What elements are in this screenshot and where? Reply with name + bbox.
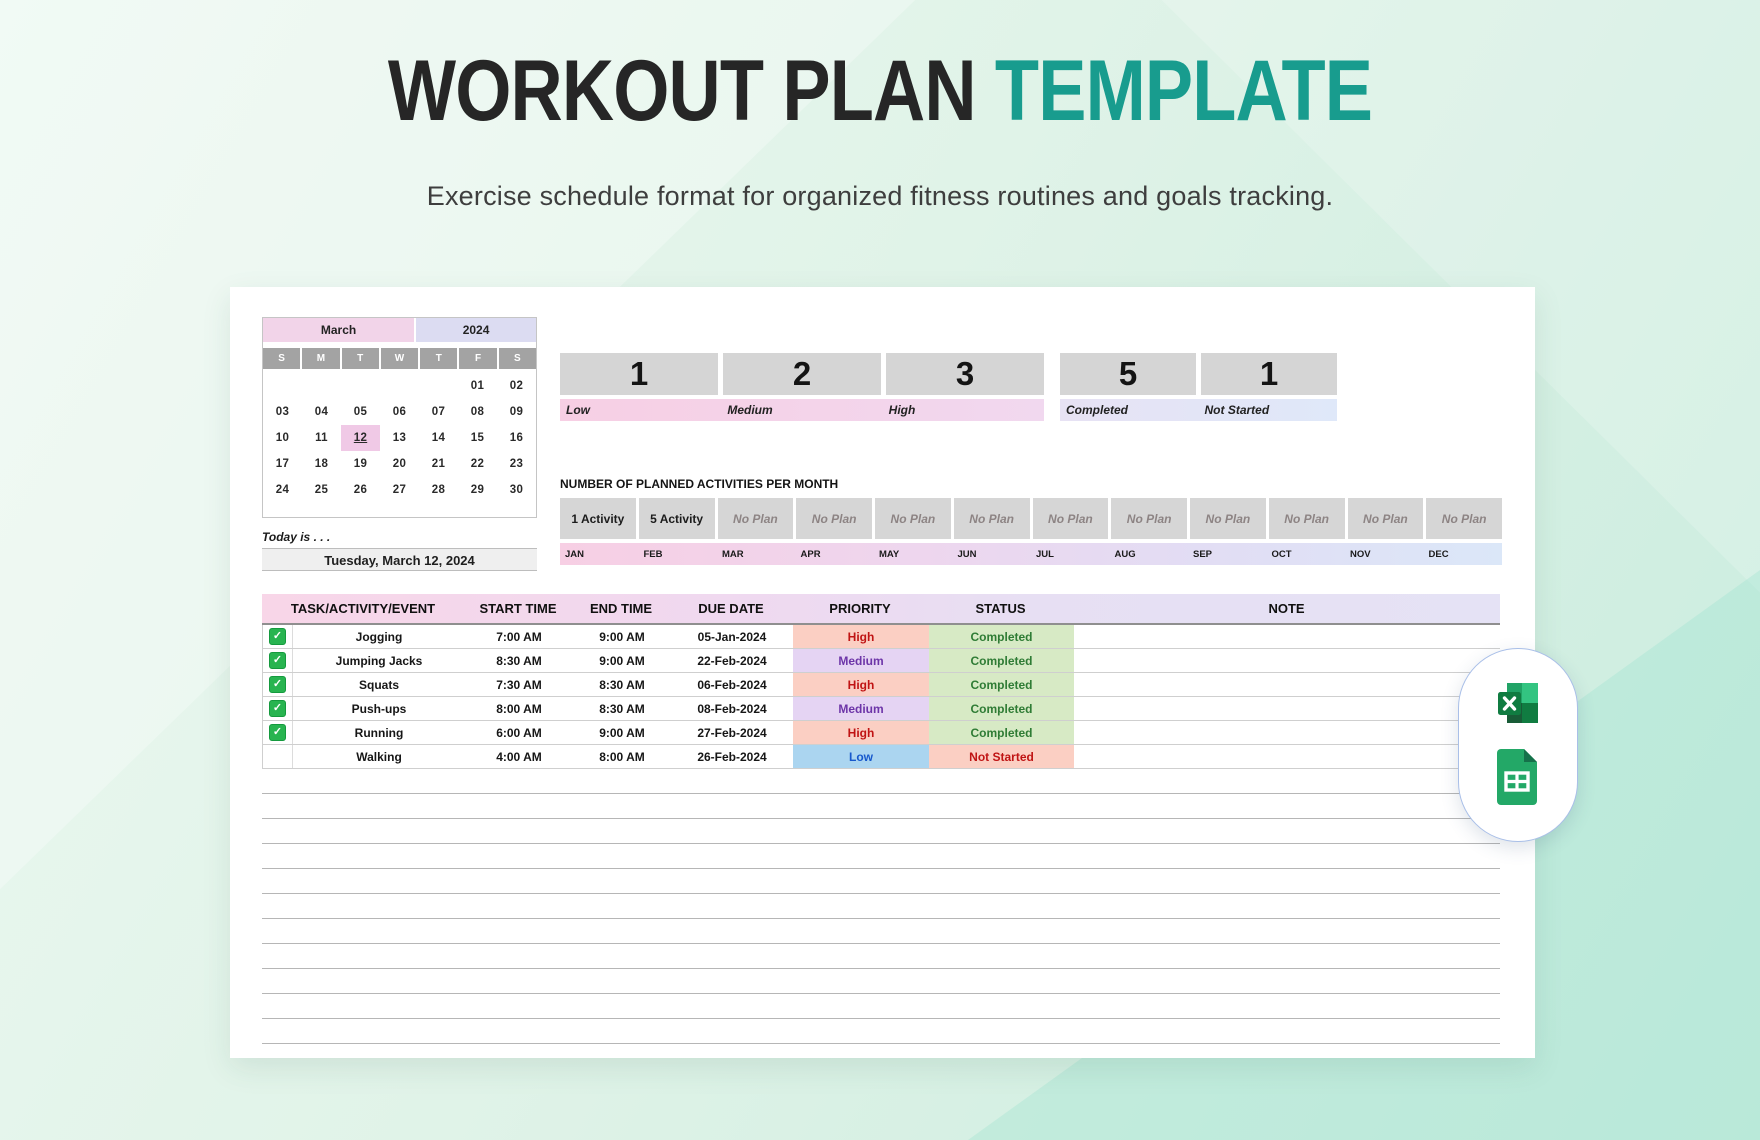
monthly-activity-cell[interactable]: No Plan xyxy=(1348,498,1424,539)
page-title-dark: WORKOUT PLAN xyxy=(387,43,976,139)
monthly-activity-cell[interactable]: 5 Activity xyxy=(639,498,715,539)
status-summary xyxy=(1060,353,1337,421)
task-checkbox[interactable]: ✓ xyxy=(269,700,286,717)
month-label: APR xyxy=(800,548,821,560)
due-date-cell[interactable]: 22-Feb-2024 xyxy=(697,653,767,668)
monthly-activities-heading: NUMBER OF PLANNED ACTIVITIES PER MONTH xyxy=(560,477,839,491)
today-label: Today is . . . xyxy=(262,530,331,544)
page-title-accent: TEMPLATE xyxy=(994,43,1373,139)
month-label: SEP xyxy=(1193,548,1213,560)
end-time-cell[interactable]: 8:00 AM xyxy=(599,749,645,764)
month-label: JUN xyxy=(957,548,977,560)
monthly-activity-cell[interactable]: No Plan xyxy=(1190,498,1266,539)
monthly-activity-cell[interactable]: No Plan xyxy=(1426,498,1502,539)
calendar-day-empty xyxy=(419,373,458,399)
status-count-value: 5 xyxy=(1060,353,1196,395)
calendar-day-header: F xyxy=(459,348,496,369)
task-checkbox[interactable]: ✓ xyxy=(269,652,286,669)
end-time-cell[interactable]: 8:30 AM xyxy=(599,677,645,692)
monthly-activity-cells xyxy=(560,498,1502,539)
priority-count-value: 2 xyxy=(723,353,881,395)
calendar-day[interactable]: 08 xyxy=(470,406,485,418)
file-format-badge xyxy=(1458,648,1578,842)
priority-count-label: Low xyxy=(566,403,590,417)
calendar-day-header: M xyxy=(302,348,339,369)
priority-count-value: 1 xyxy=(560,353,718,395)
calendar-day-header: S xyxy=(499,348,536,369)
month-label: AUG xyxy=(1114,548,1136,560)
calendar-day[interactable]: 07 xyxy=(431,406,446,418)
status-cell[interactable]: Completed xyxy=(929,649,1074,672)
task-checkbox[interactable]: ✓ xyxy=(269,724,286,741)
monthly-activity-cell[interactable]: 1 Activity xyxy=(560,498,636,539)
start-time-cell[interactable]: 8:30 AM xyxy=(496,653,542,668)
task-name-cell[interactable]: Squats xyxy=(358,677,399,692)
table-empty-rows xyxy=(262,769,1500,1044)
monthly-activity-cell[interactable]: No Plan xyxy=(718,498,794,539)
table-body xyxy=(262,625,1500,769)
calendar-day[interactable]: 21 xyxy=(431,458,446,470)
calendar-day-header-row xyxy=(263,348,536,369)
due-date-cell[interactable]: 26-Feb-2024 xyxy=(697,749,767,764)
priority-count-label: High xyxy=(888,403,916,417)
calendar-day-empty xyxy=(380,373,419,399)
empty-table-row[interactable] xyxy=(262,844,1500,869)
calendar-grid xyxy=(263,369,536,517)
calendar-day[interactable]: 06 xyxy=(392,406,407,418)
start-time-cell[interactable]: 4:00 AM xyxy=(496,749,542,764)
note-cell[interactable] xyxy=(1074,745,1501,768)
start-time-cell[interactable]: 7:30 AM xyxy=(496,677,542,692)
calendar-day[interactable]: 11 xyxy=(315,432,328,444)
empty-table-row[interactable] xyxy=(262,819,1500,844)
priority-count-boxes xyxy=(560,353,1044,395)
empty-table-row[interactable] xyxy=(262,794,1500,819)
calendar-day[interactable]: 13 xyxy=(392,432,407,444)
monthly-activity-cell[interactable]: No Plan xyxy=(796,498,872,539)
priority-count-value: 3 xyxy=(886,353,1044,395)
month-label: MAR xyxy=(722,548,744,560)
priority-cell[interactable]: Low xyxy=(793,745,929,768)
column-header-due-date: DUE DATE xyxy=(698,601,764,616)
empty-table-row[interactable] xyxy=(262,894,1500,919)
priority-count-label: Medium xyxy=(727,403,773,417)
calendar-day-header: T xyxy=(342,348,379,369)
end-time-cell[interactable]: 9:00 AM xyxy=(599,653,645,668)
end-time-cell[interactable]: 8:30 AM xyxy=(599,701,645,716)
calendar-day[interactable]: 03 xyxy=(275,406,290,418)
calendar-day[interactable]: 20 xyxy=(392,458,407,470)
status-count-boxes xyxy=(1060,353,1337,395)
task-checkbox-cell[interactable] xyxy=(263,625,293,648)
task-name-cell[interactable]: Jumping Jacks xyxy=(335,653,423,668)
table-row xyxy=(262,673,1500,697)
due-date-cell[interactable]: 06-Feb-2024 xyxy=(697,677,767,692)
month-label: MAY xyxy=(879,548,900,560)
table-row xyxy=(262,625,1500,649)
calendar-header xyxy=(263,318,536,342)
calendar-day-header: W xyxy=(381,348,418,369)
start-time-cell[interactable]: 7:00 AM xyxy=(496,629,542,644)
spreadsheet-card xyxy=(230,287,1535,1058)
priority-cell[interactable]: High xyxy=(793,673,929,696)
due-date-cell[interactable]: 05-Jan-2024 xyxy=(697,629,767,644)
calendar-year[interactable]: 2024 xyxy=(416,318,536,342)
empty-table-row[interactable] xyxy=(262,944,1500,969)
monthly-activity-cell[interactable]: No Plan xyxy=(1111,498,1187,539)
status-count-labels xyxy=(1060,399,1337,421)
end-time-cell[interactable]: 9:00 AM xyxy=(599,725,645,740)
monthly-activity-cell[interactable]: No Plan xyxy=(875,498,951,539)
calendar-day[interactable]: 22 xyxy=(470,458,485,470)
calendar-day-empty xyxy=(263,373,302,399)
calendar-day[interactable]: 28 xyxy=(431,484,446,496)
note-cell[interactable] xyxy=(1074,649,1501,672)
month-label: JUL xyxy=(1036,548,1054,560)
calendar-day[interactable]: 26 xyxy=(353,484,368,496)
column-header-task-activity-event: TASK/ACTIVITY/EVENT xyxy=(290,601,436,616)
calendar-day[interactable]: 09 xyxy=(509,406,524,418)
calendar-day[interactable]: 01 xyxy=(470,380,485,392)
month-label: FEB xyxy=(643,548,663,560)
activity-table xyxy=(262,594,1500,1044)
monthly-activity-cell[interactable]: No Plan xyxy=(1269,498,1345,539)
calendar-day[interactable]: 15 xyxy=(470,432,485,444)
start-time-cell[interactable]: 6:00 AM xyxy=(496,725,542,740)
today-date-value: Tuesday, March 12, 2024 xyxy=(262,548,537,571)
status-count-value: 1 xyxy=(1201,353,1337,395)
calendar-day[interactable]: 23 xyxy=(509,458,524,470)
calendar-day[interactable]: 16 xyxy=(509,432,524,444)
status-cell[interactable]: Completed xyxy=(929,625,1074,648)
task-checkbox-cell[interactable] xyxy=(263,649,293,672)
task-name-cell[interactable]: Push-ups xyxy=(351,701,407,716)
empty-table-row[interactable] xyxy=(262,919,1500,944)
task-checkbox-cell[interactable] xyxy=(263,673,293,696)
note-cell[interactable] xyxy=(1074,697,1501,720)
priority-cell[interactable]: Medium xyxy=(793,649,929,672)
mini-calendar xyxy=(262,317,537,518)
calendar-day-header: T xyxy=(420,348,457,369)
due-date-cell[interactable]: 27-Feb-2024 xyxy=(697,725,767,740)
empty-table-row[interactable] xyxy=(262,1019,1500,1044)
task-name-cell[interactable]: Running xyxy=(354,725,404,740)
page-title-space xyxy=(976,43,995,139)
empty-table-row[interactable] xyxy=(262,769,1500,794)
column-header-status: STATUS xyxy=(975,601,1026,616)
task-checkbox-cell[interactable] xyxy=(263,721,293,744)
start-time-cell[interactable]: 8:00 AM xyxy=(496,701,542,716)
month-label: DEC xyxy=(1428,548,1449,560)
page-subtitle: Exercise schedule format for organized fitness routines and goals tracking. xyxy=(426,181,1334,211)
calendar-day[interactable]: 05 xyxy=(353,406,368,418)
task-checkbox[interactable]: ✓ xyxy=(269,676,286,693)
calendar-day-empty xyxy=(341,373,380,399)
calendar-day[interactable]: 29 xyxy=(470,484,485,496)
calendar-day[interactable]: 30 xyxy=(509,484,524,496)
empty-table-row[interactable] xyxy=(262,994,1500,1019)
status-cell[interactable]: Not Started xyxy=(929,745,1074,768)
task-name-cell[interactable]: Jogging xyxy=(355,629,403,644)
table-row xyxy=(262,649,1500,673)
task-name-cell[interactable]: Walking xyxy=(356,749,402,764)
page-title xyxy=(141,43,1619,139)
calendar-day[interactable]: 14 xyxy=(431,432,446,444)
table-row xyxy=(262,721,1500,745)
status-cell[interactable]: Completed xyxy=(929,697,1074,720)
calendar-day[interactable]: 24 xyxy=(275,484,290,496)
calendar-day[interactable]: 19 xyxy=(353,458,368,470)
empty-table-row[interactable] xyxy=(262,869,1500,894)
column-header-note: NOTE xyxy=(1268,601,1305,616)
monthly-activity-cell[interactable]: No Plan xyxy=(1033,498,1109,539)
calendar-day[interactable]: 04 xyxy=(314,406,329,418)
calendar-day[interactable]: 10 xyxy=(275,432,290,444)
calendar-day[interactable]: 02 xyxy=(509,380,524,392)
calendar-day-empty xyxy=(302,373,341,399)
status-count-label: Not Started xyxy=(1204,403,1270,417)
task-checkbox-cell[interactable] xyxy=(263,745,293,768)
calendar-day[interactable]: 17 xyxy=(275,458,290,470)
month-label: NOV xyxy=(1350,548,1371,560)
table-row xyxy=(262,745,1500,769)
excel-icon[interactable] xyxy=(1494,679,1542,732)
column-header-priority: PRIORITY xyxy=(829,601,891,616)
priority-cell[interactable]: High xyxy=(793,721,929,744)
priority-count-labels xyxy=(560,399,1044,421)
monthly-activity-cell[interactable]: No Plan xyxy=(954,498,1030,539)
status-count-label: Completed xyxy=(1066,403,1129,417)
calendar-month[interactable]: March xyxy=(263,318,414,342)
priority-summary xyxy=(560,353,1044,421)
due-date-cell[interactable]: 08-Feb-2024 xyxy=(697,701,767,716)
calendar-day[interactable]: 27 xyxy=(392,484,407,496)
task-checkbox[interactable]: ✓ xyxy=(269,628,286,645)
task-checkbox-cell[interactable] xyxy=(263,697,293,720)
month-label: OCT xyxy=(1271,548,1292,560)
calendar-day[interactable]: 12 xyxy=(341,425,380,451)
empty-table-row[interactable] xyxy=(262,969,1500,994)
calendar-day-header: S xyxy=(263,348,300,369)
status-cell[interactable]: Completed xyxy=(929,673,1074,696)
months-bar xyxy=(560,543,1502,565)
column-header-start-time: START TIME xyxy=(479,601,557,616)
priority-cell[interactable]: Medium xyxy=(793,697,929,720)
table-row xyxy=(262,697,1500,721)
end-time-cell[interactable]: 9:00 AM xyxy=(599,629,645,644)
note-cell[interactable] xyxy=(1074,673,1501,696)
calendar-day[interactable]: 25 xyxy=(314,484,329,496)
month-label: JAN xyxy=(565,548,585,560)
note-cell[interactable] xyxy=(1074,721,1501,744)
google-sheets-icon[interactable] xyxy=(1496,748,1540,811)
table-header-row xyxy=(262,594,1500,625)
priority-cell[interactable]: High xyxy=(793,625,929,648)
status-cell[interactable]: Completed xyxy=(929,721,1074,744)
calendar-day[interactable]: 18 xyxy=(314,458,329,470)
note-cell[interactable] xyxy=(1074,625,1501,648)
column-header-end-time: END TIME xyxy=(589,601,653,616)
